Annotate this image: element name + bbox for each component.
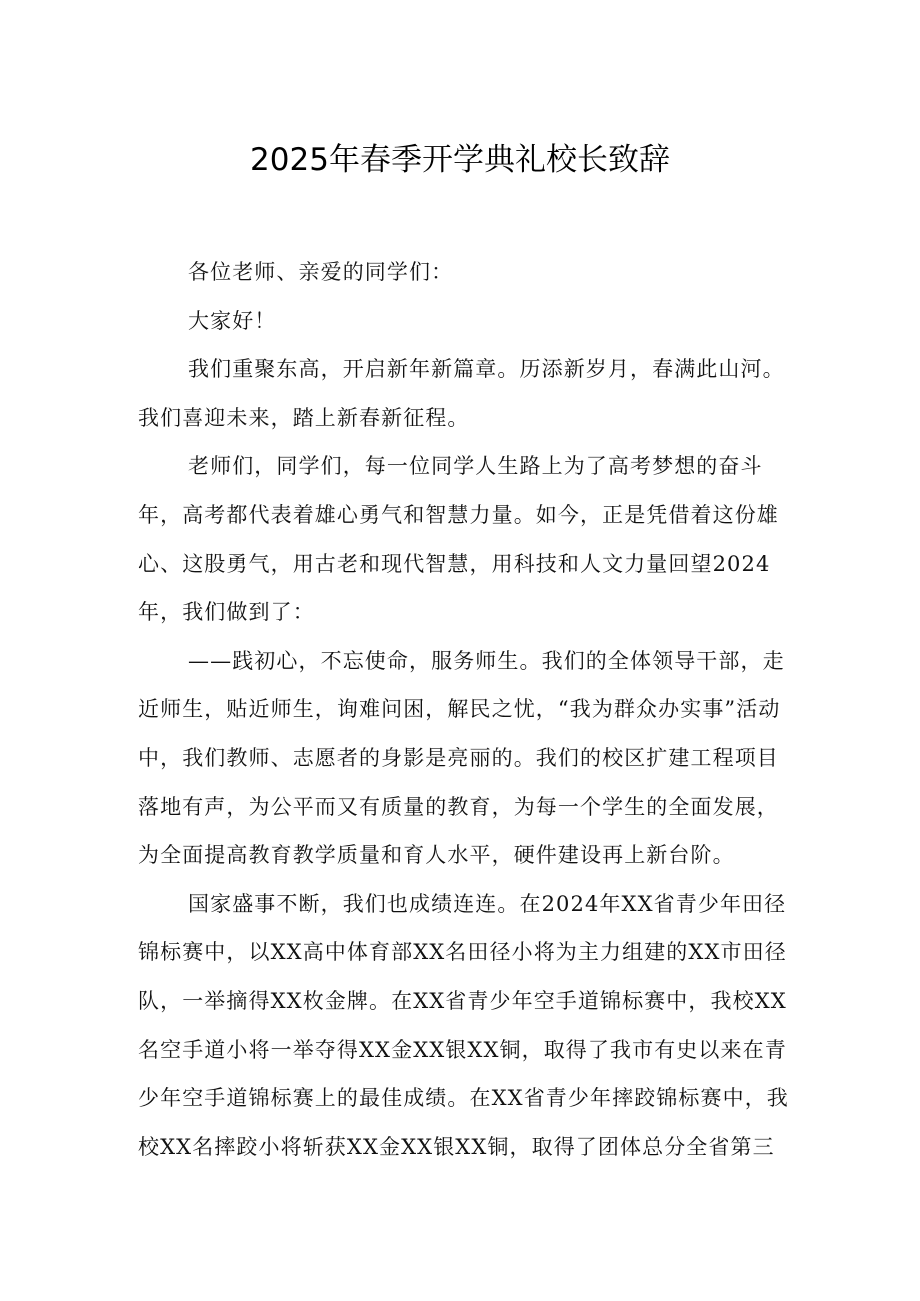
paragraph-opening: 我们重聚东高，开启新年新篇章。历添新岁月，春满此山河。我们喜迎未来，踏上新春新征程。 <box>138 357 785 430</box>
document-body <box>138 248 798 1171</box>
paragraph-review: 老师们，同学们，每一位同学人生路上为了高考梦想的奋斗年，高考都代表着雄心勇气和智慧力量。如今，正是凭借着这份雄心、这股勇气，用古老和现代智慧，用科技和人文力量回望2024年，我们做到了： <box>138 454 779 625</box>
paragraph-achievement-sports: 国家盛事不断，我们也成绩连连。在2024年XX省青少年田径锦标赛中，以XX高中体育部XX名田径小将为主力组建的XX市田径队，一举摘得XX枚金牌。在XX省青少年空手道锦标赛中，我校XX名空手道小将一举夺得XX金XX银XX铜，取得了我市有史以来在青少年空手道锦标赛上的最佳成绩。在XX省青少年摔跤锦标赛中，我校XX名摔跤小将斩获XX金XX银XX铜，取得了团体总分全省第三 <box>138 891 789 1159</box>
paragraph-greeting: 大家好！ <box>188 308 277 333</box>
paragraph-achievement-service: ——践初心，不忘使命，服务师生。我们的全体领导干部，走近师生，贴近师生，询难问困，解民之忧，“我为群众办实事”活动中，我们教师、志愿者的身影是亮丽的。我们的校区扩建工程项目落地有声，为公平而又有质量的教育，为每一个学生的全面发展，为全面提高教育教学质量和育人水平，硬件建设再上新台阶。 <box>138 648 785 868</box>
paragraph-salutation: 各位老师、亲爱的同学们： <box>188 260 454 284</box>
document-title: 2025年春季开学典礼校长致辞 <box>250 142 670 178</box>
